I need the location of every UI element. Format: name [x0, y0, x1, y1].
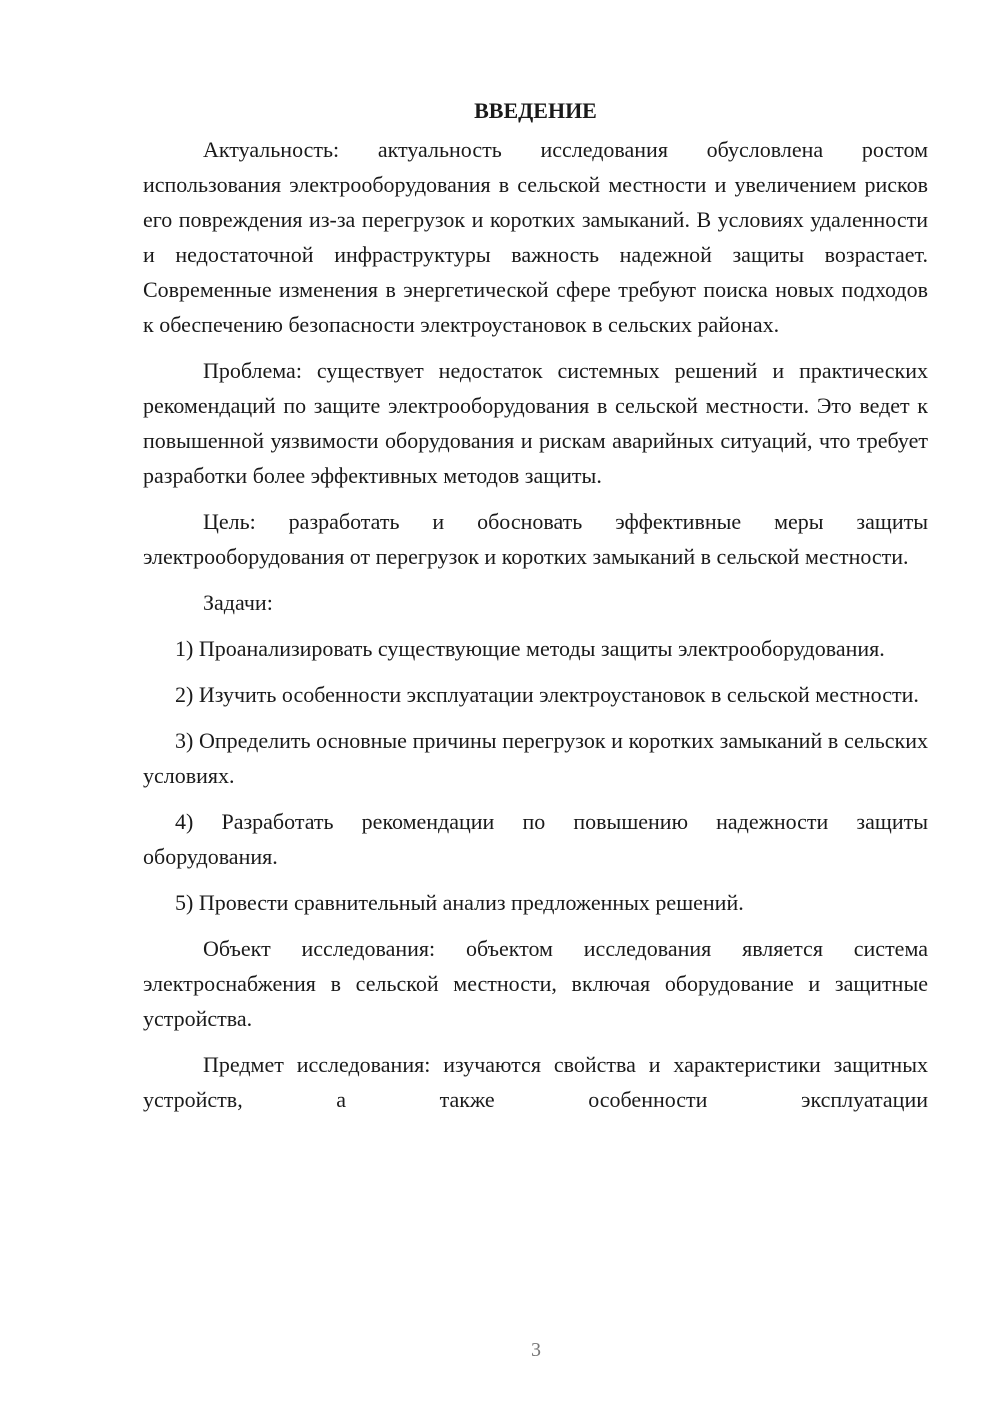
- task-item-4: 4) Разработать рекомендации по повышению надежности защиты оборудования.: [143, 809, 928, 869]
- page-content: [143, 93, 928, 1128]
- subject-paragraph: Предмет исследования: изучаются свойства и характеристики защитных устройств, а также особенности эксплуатации: [143, 1052, 928, 1112]
- goal-paragraph: Цель: разработать и обосновать эффективные меры защиты электрооборудования от перегрузок и коротких замыканий в сельской местности.: [143, 509, 928, 569]
- problem-paragraph: Проблема: существует недостаток системных решений и практических рекомендаций по защите электрооборудования в сельской местности. Это ведет к повышенной уязвимости оборудования и рискам аварийных ситуаций, что требует разработки более эффективных методов защиты.: [143, 358, 928, 488]
- task-item-2: 2) Изучить особенности эксплуатации электроустановок в сельской местности.: [175, 682, 919, 707]
- tasks-label: Задачи:: [203, 590, 273, 615]
- relevance-paragraph: Актуальность: актуальность исследования обусловлена ростом использования электрооборудования в сельской местности и увеличением рисков его повреждения из-за перегрузок и коротких замыканий. В условиях удаленности и недостаточной инфраструктуры важность надежной защиты возрастает. Современные изменения в энергетической сфере требуют поиска новых подходов к обеспечению безопасности электроустановок в сельских районах.: [143, 137, 928, 337]
- task-item-1: 1) Проанализировать существующие методы защиты электрооборудования.: [175, 636, 885, 661]
- task-item-3: 3) Определить основные причины перегрузок и коротких замыканий в сельских условиях.: [143, 728, 928, 788]
- page-number: 3: [531, 1339, 541, 1361]
- task-item-5: 5) Провести сравнительный анализ предложенных решений.: [175, 890, 744, 915]
- section-heading: ВВЕДЕНИЕ: [474, 98, 597, 123]
- object-paragraph: Объект исследования: объектом исследования является система электроснабжения в сельской местности, включая оборудование и защитные устройства.: [143, 936, 928, 1031]
